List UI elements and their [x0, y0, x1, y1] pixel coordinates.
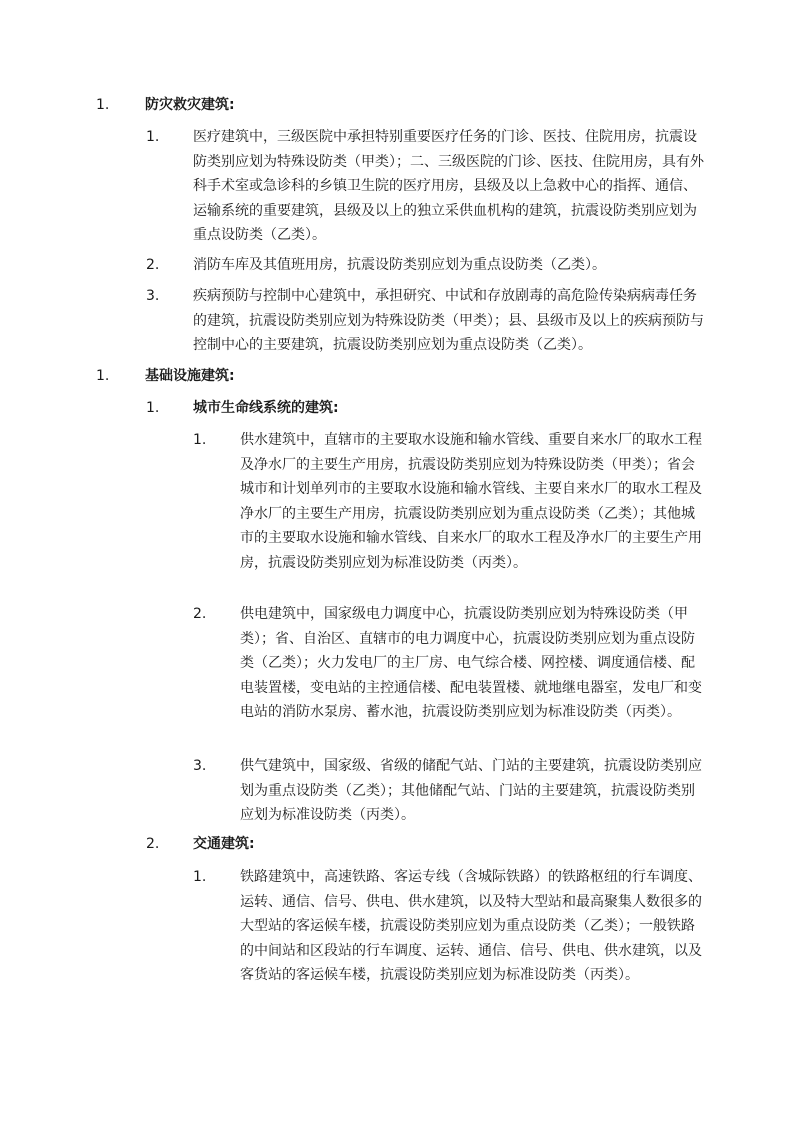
list-item-text: 消防车库及其值班用房，抗震设防类别应划为重点设防类（乙类）。 [193, 257, 606, 273]
subsection-title: 城市生命线系统的建筑 [193, 400, 333, 416]
list-item-text: 供电建筑中，国家级电力调度中心，抗震设防类别应划为特殊设防类（甲类）；省、自治区、直辖市的电力调度中心，抗震设防类别应划为重点设防类（乙类）；火力发电厂的主厂房、电气综合楼、网控楼、调度通信楼、配电装置楼，变电站的主控通信楼、配电装置楼、就地继电器室，发电厂和变电站的消防水泵房、蓄水池，抗震设防类别应划为标准设防类（丙类）。 [240, 606, 702, 721]
section-title: 基础设施建筑 [145, 368, 229, 384]
list-item-text: 医疗建筑中，三级医院中承担特别重要医疗任务的门诊、医技、住院用房，抗震设防类别应划为特殊设防类（甲类）；二、三级医院的门诊、医技、住院用房，具有外科手术室或急诊科的乡镇卫生院的医疗用房，县级及以上急救中心的指挥、通信、运输系统的重要建筑，县级及以上的独立采供血机构的建筑，抗震设防类别应划为重点设防类（乙类）。 [193, 129, 704, 244]
section-number: 1. [96, 368, 110, 384]
list-item-text: 供水建筑中，直辖市的主要取水设施和输水管线、重要自来水厂的取水工程及净水厂的主要生产用房，抗震设防类别应划为特殊设防类（甲类）；省会城市和计划单列市的主要取水设施和输水管线、主要自来水厂的取水工程及净水厂的主要生产用房，抗震设防类别应划为重点设防类（乙类）；其他城市的主要取水设施和输水管线、自来水厂的取水工程及净水厂的主要生产用房，抗震设防类别应划为标准设防类（丙类）。 [240, 432, 702, 571]
subsection-title: 交通建筑 [193, 836, 249, 852]
section-number: 1. [96, 97, 110, 113]
list-item-text: 供气建筑中，国家级、省级的储配气站、门站的主要建筑，抗震设防类别应划为重点设防类（乙类）；其他储配气站、门站的主要建筑，抗震设防类别应划为标准设防类（丙类）。 [240, 758, 702, 824]
document-page: 1. 防灾救灾建筑: 1. 医疗建筑中，三级医院中承担特别重要医疗任务的门诊、医技、住院用房，抗震设防类别应划为特殊设防类（甲类）；二、三级医院的门诊、医技、住院用房，具有外科手术室或急诊科的乡镇卫生院的医疗用房，县级及以上急救中心的指挥、通信、运输系统的重要建筑，县级及以上的独立采供血机构的建筑，抗震设防类别应划为重点设防类（乙类）。 2. 消防车库及其值班用房，抗震设防类别应划为重点设防类（乙类）。 3. 疾病预防与控制中心建筑中，承担研究、中试和存放剧毒的高危险传染病病毒任务的建筑，抗震设防类别应划为特殊设防类（甲类）；县、县级市及以上的疾病预防与控制中心的主要建筑，抗震设防类别应划为重点设防类（乙类）。 1. 基础设施建筑: 1. 城市生命线系统的建筑: 1. 供水建筑中，直辖市的主要取水设施和输水管线、重要自来水厂的取水工程及净水厂的主要生产用房，抗震设防类别应划为特殊设防类（甲类）；省会城市和计划单列市的主要取水设施和输水管线、主要自来水厂的取水工程及净水厂的主要生产用房，抗震设防类别应划为重点设防类（乙类）；其他城市的主要取水设施和输水管线、自来水厂的取水工程及净水厂的主要生产用房，抗震设防类别应划为标准设防类（丙类）。 2. 供电建筑中，国家级电力调度中心，抗震设防类别应划为特殊设防类（甲类）；省、自治区、直辖市的电力调度中心，抗震设防类别应划为重点设防类（乙类）；火力发电厂的主厂房、电气综合楼、网控楼、调度通信楼、配电装置楼，变电站的主控通信楼、配电装置楼、就地继电器室，发电厂和变电站的消防水泵房、蓄水池，抗震设防类别应划为标准设防类（丙类）。 3. 供气建筑中，国家级、省级的储配气站、门站的主要建筑，抗震设防类别应划为重点设防类（乙类）；其他储配气站、门站的主要建筑，抗震设防类别应划为标准设防类（丙类）。 2. 交通建筑: 1. 铁路建筑中，高速铁路、客运专线（含城际铁路）的铁路枢纽的行车调度、运转、通信、信号、供电、供水建筑，以及特大型站和最高聚集人数很多的大型站的客运候车楼，抗震设防类别应划为重点设防类（乙类）；一般铁路的中间站和区段站的行车调度、运转、通信、信号、供电、供水建筑，以及客货站的客运候车楼，抗震设防类别应划为标准设防类（丙类）。 [0, 0, 794, 1123]
list-item-text: 铁路建筑中，高速铁路、客运专线（含城际铁路）的铁路枢纽的行车调度、运转、通信、信号、供电、供水建筑，以及特大型站和最高聚集人数很多的大型站的客运候车楼，抗震设防类别应划为重点设防类（乙类）；一般铁路的中间站和区段站的行车调度、运转、通信、信号、供电、供水建筑，以及客货站的客运候车楼，抗震设防类别应划为标准设防类（丙类）。 [240, 869, 702, 984]
section-title: 防灾救灾建筑 [145, 97, 229, 113]
list-item-text: 疾病预防与控制中心建筑中，承担研究、中试和存放剧毒的高危险传染病病毒任务的建筑，抗震设防类别应划为特殊设防类（甲类）；县、县级市及以上的疾病预防与控制中心的主要建筑，抗震设防类别应划为重点设防类（乙类）。 [193, 288, 704, 354]
